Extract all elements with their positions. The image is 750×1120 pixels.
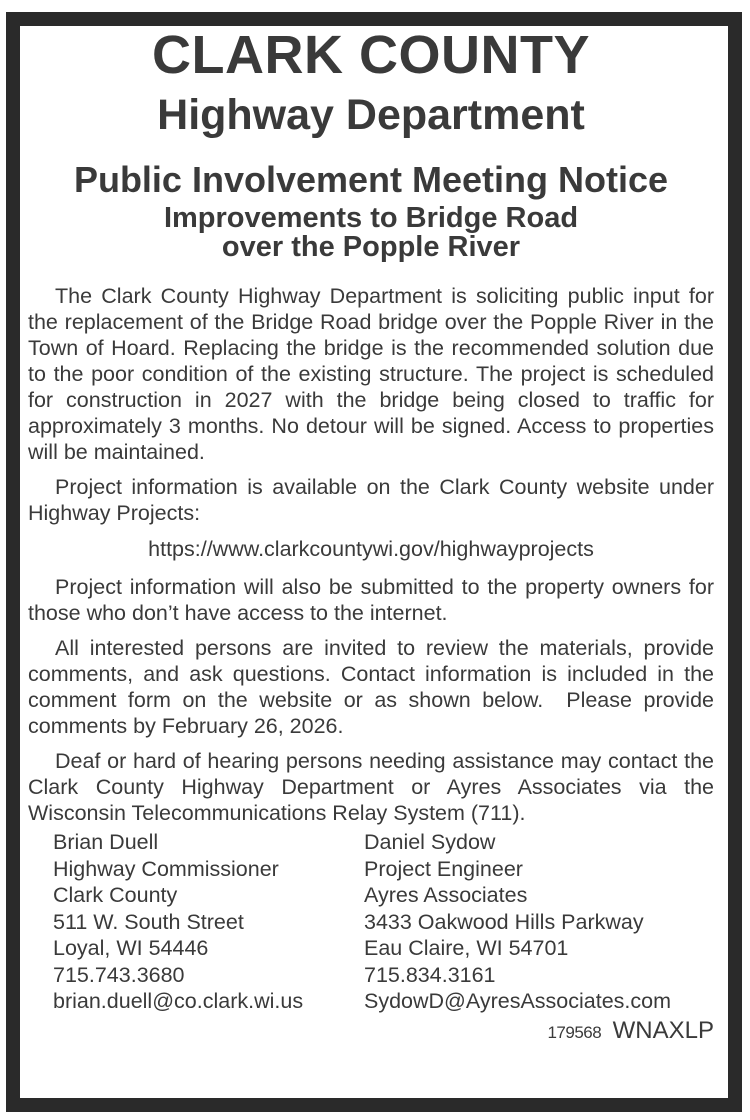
contact-left-name: Brian Duell bbox=[53, 830, 159, 855]
contact-right-email: SydowD@AyresAssociates.com bbox=[364, 989, 672, 1014]
paragraph-accessibility: Deaf or hard of hearing persons needing assistance may contact the Clark County Highway Department or Ayres Associates via the Wisconsin Telecommunications Relay System (711). bbox=[28, 749, 714, 826]
meeting-notice-heading: Public Involvement Meeting Notice bbox=[73, 158, 669, 200]
contact-right-org: Ayres Associates bbox=[364, 883, 528, 908]
contact-right-column bbox=[364, 829, 714, 1015]
project-title-line1: Improvements to Bridge Road bbox=[163, 202, 579, 235]
contact-left-street: 511 W. South Street bbox=[53, 909, 244, 934]
contact-right-role: Project Engineer bbox=[364, 856, 523, 881]
paragraph-website-info: Project information is available on the Clark County website under Highway Projects: bbox=[28, 475, 714, 526]
contact-columns bbox=[28, 829, 714, 1015]
contact-left-org: Clark County bbox=[53, 883, 178, 908]
contact-right-phone: 715.834.3161 bbox=[364, 962, 496, 987]
notice-department: Highway Department bbox=[157, 91, 585, 140]
paragraph-project-overview: The Clark County Highway Department is soliciting public input for the replacement of the Bridge Road bridge over the Popple River in the Town of Hoard. Replacing the bridge is the recommended solution due to the poor condition of the existing structure. The project is scheduled for construction in 2027 with the bridge being closed to traffic for approximately 3 months. No detour will be signed. Access to properties will be maintained. bbox=[28, 284, 714, 465]
notice-frame bbox=[6, 12, 742, 1112]
contact-right-name: Daniel Sydow bbox=[364, 830, 496, 855]
contact-left-email: brian.duell@co.clark.wi.us bbox=[53, 989, 304, 1014]
ad-number: 179568 bbox=[547, 1022, 602, 1042]
contact-left-column bbox=[53, 829, 364, 1015]
paragraph-property-owners: Project information will also be submitted to the property owners for those who don’t have access to the internet. bbox=[28, 575, 714, 626]
contact-left-role: Highway Commissioner bbox=[53, 856, 279, 881]
contact-right-city: Eau Claire, WI 54701 bbox=[364, 936, 569, 961]
contact-left-city: Loyal, WI 54446 bbox=[53, 936, 209, 961]
contact-right-street: 3433 Oakwood Hills Parkway bbox=[364, 909, 644, 934]
project-url: https://www.clarkcountywi.gov/highwayprojects bbox=[148, 537, 594, 562]
notice-body bbox=[28, 283, 714, 826]
notice-title: CLARK COUNTY bbox=[152, 25, 590, 85]
contact-left-phone: 715.743.3680 bbox=[53, 962, 185, 987]
project-title-line2: over the Popple River bbox=[221, 231, 521, 264]
wnaxlp-code: WNAXLP bbox=[612, 1016, 714, 1044]
footer-line bbox=[28, 1017, 714, 1045]
paragraph-comments-invite: All interested persons are invited to review the materials, provide comments, and ask questions. Contact information is included in the comment form on the website or as shown below. Please provide comments by February 26, 2026. bbox=[28, 636, 714, 739]
